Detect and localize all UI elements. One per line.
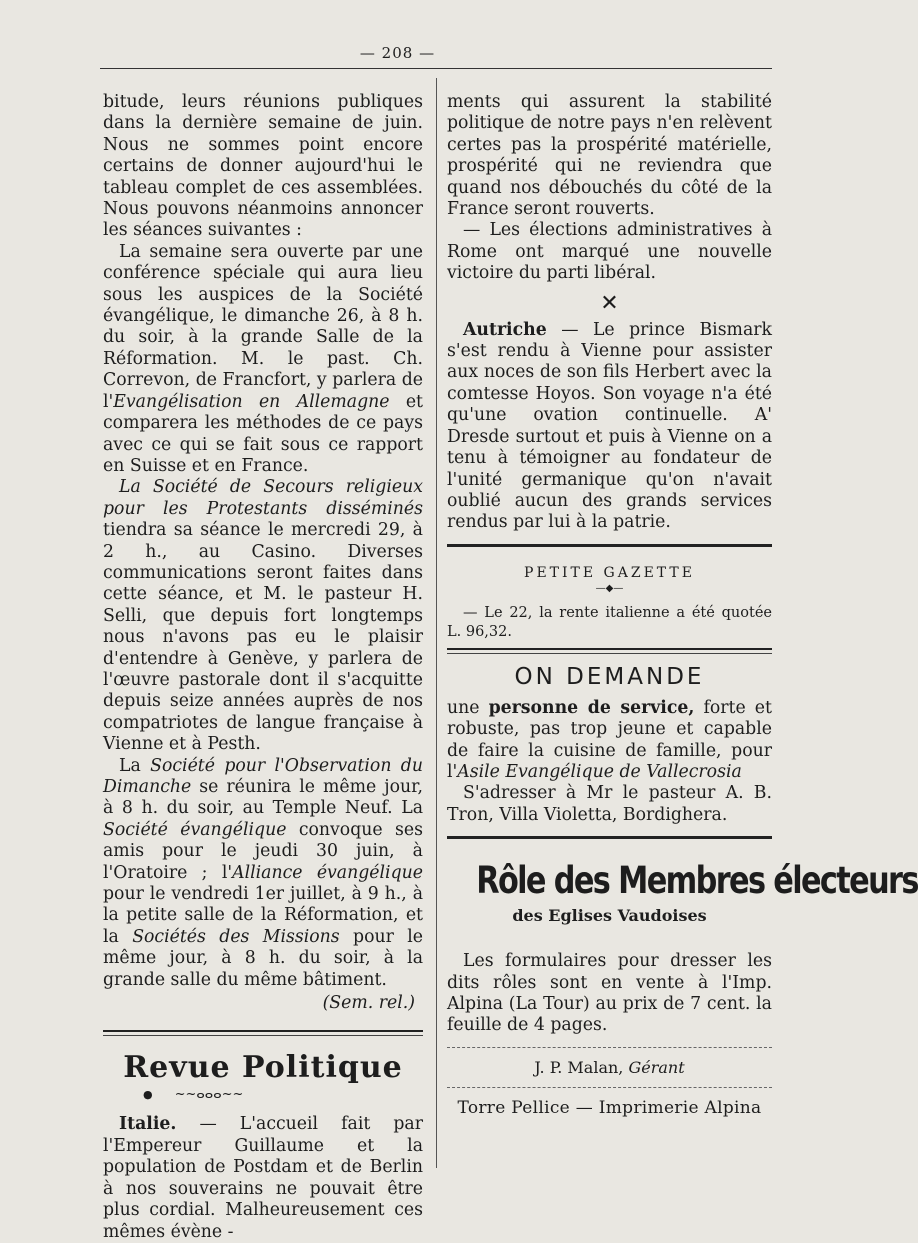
paragraph-conference: La semaine sera ouverte par une conférence spéciale qui aura lieu sous les auspices de la Société évangélique, le dimanche 26, à 8 h. du soir, à la grande Salle de la Réformation. M. le past. Ch. Correvon, de Francfort, y parlera de l'Evangélisation en Allemagne et comparera les méthodes de ce pays avec ce qui se fait sous ce rapport en Suisse et en France. — [103, 241, 423, 476]
section-rule — [447, 544, 772, 547]
role-subtitle: des Eglises Vaudoises — [512, 906, 707, 926]
paragraph-elections: — Les élections administratives à Rome ont marqué une nouvelle victoire du parti libéral. — [447, 220, 772, 284]
paragraph-formulaires: Les formulaires pour dresser les dits rôles sont en vente à l'Imp. Alpina (La Tour) au prix de 7 cent. la feuille de 4 pages. — [447, 951, 772, 1036]
bullet-icon: ● — [143, 1088, 153, 1102]
paragraph-rente: — Le 22, la rente italienne a été quotée L. 96,32. — [447, 604, 772, 640]
section-rule — [447, 1087, 772, 1088]
paragraph-demande: une personne de service, forte et robuste, pas trop jeune et capable de faire la cuisine de famille, pour l'Asile Evangélique de Vallecrosia — [447, 697, 772, 782]
left-column — [103, 92, 423, 1243]
section-rule — [103, 1030, 423, 1036]
title-ornament — [103, 1087, 423, 1102]
section-rule — [447, 836, 772, 839]
cross-separator-icon: ✕ — [600, 290, 619, 316]
paragraph-secours: La Société de Secours religieux pour les Protestants disséminés tiendra sa séance le mercredi 29, à 2 h., au Casino. Diverses communications seront faites dans cette séance, et M. le pasteur H. Selli, que depuis fort longtemps nous n'avons pas eu le plaisir d'entendre à Genève, y parlera de l'œuvre pastorale dont il s'acquitte depuis seize années auprès de nos compatriotes de langue française à Vienne et à Pesth. — [103, 477, 423, 755]
page-number: — 208 — — [359, 44, 436, 62]
flourish-icon: ~~ⴰⴰⴰ~~ — [174, 1087, 244, 1103]
column-divider — [436, 78, 437, 1168]
paragraph-assemblies-intro: bitude, leurs réunions publiques dans la dernière semaine de juin. Nous ne sommes point encore certains de donner aujourd'hui le tableau complet de ces assemblées. Nous pouvons néanmoins annoncer les séances suivantes : — [103, 92, 423, 241]
paragraph-adresse: S'adresser à Mr le pasteur A. B. Tron, Villa Violetta, Bordighera. — [447, 783, 772, 825]
header-rule — [100, 68, 772, 69]
paragraph-italie-continued: ments qui assurent la stabilité politique de notre pays n'en relèvent certes pas la prospérité matérielle, prospérité qui ne reviendra que quand nos débouchés du côté de la France seront rouverts. — [447, 92, 772, 220]
paragraph-italie: Italie. — L'accueil fait par l'Empereur Guillaume et la population de Postdam et de Berlin à nos souverains ne pouvait être plus cordial. Malheureusement ces mêmes évène - — [103, 1114, 423, 1242]
revue-politique-title: Revue Politique — [123, 1050, 403, 1086]
imprint-footer: Torre Pellice — Imprimerie Alpina — [457, 1097, 762, 1118]
gerant-line: J. P. Malan, Gérant — [534, 1057, 685, 1077]
section-rule — [447, 1047, 772, 1048]
flourish-icon: —◆— — [595, 582, 624, 594]
paragraph-societies: La Société pour l'Observation du Dimanche se réunira le même jour, à 8 h. du soir, au Temple Neuf. La Société évangélique convoque ses amis pour le jeudi 30 juin, à l'Oratoire ; l'Alliance évangélique pour le vendredi 1er juillet, à 9 h., à la petite salle de la Réformation, et la Sociétés des Missions pour le même jour, à 8 h. du soir, à la grande salle du même bâtiment. — [103, 755, 424, 990]
right-column — [447, 92, 918, 1118]
section-rule — [447, 648, 772, 654]
role-membres-title: Rôle des Membres électeurs — [476, 859, 918, 903]
source-signature: (Sem. rel.) — [322, 993, 415, 1014]
on-demande-title: ON DEMANDE — [514, 663, 705, 690]
petite-gazette-title: PETITE GAZETTE — [524, 564, 695, 581]
paragraph-autriche: Autriche — Le prince Bismark s'est rendu à Vienne pour assister aux noces de son fils Herbert avec la comtesse Hoyos. Son voyage n'a été qu'une ovation continuelle. A' Dresde surtout et puis à Vienne on a tenu à témoigner au fondateur de l'unité germanique qu'on n'avait oublié aucun des grands services rendus par lui à la patrie. — [447, 319, 772, 533]
